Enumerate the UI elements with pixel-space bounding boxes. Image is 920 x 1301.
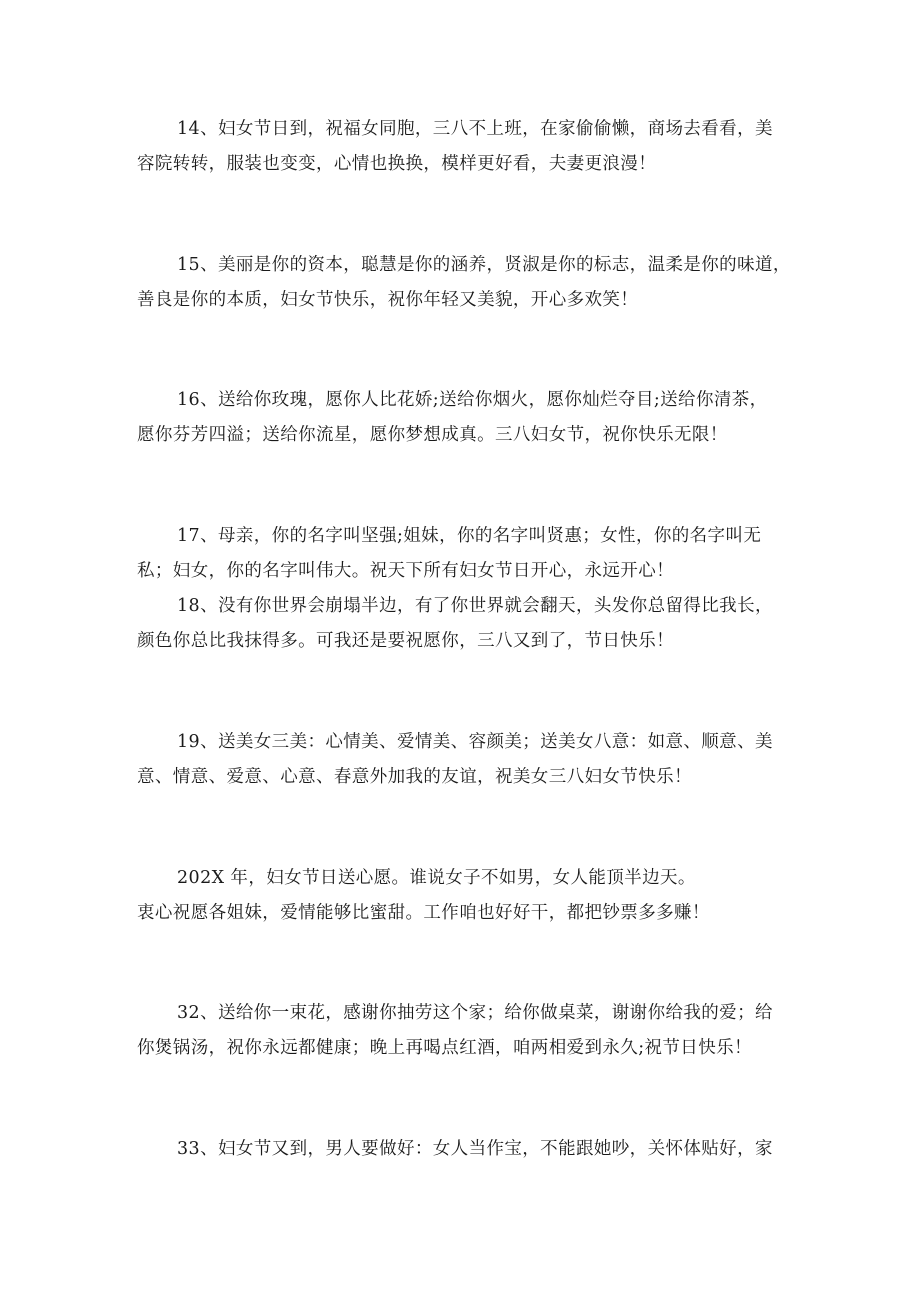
paragraph-line: 32、送给你一束花，感谢你抽劳这个家；给你做桌菜，谢谢你给我的爱；给 xyxy=(177,1003,773,1023)
paragraph-19 xyxy=(137,725,789,795)
paragraph-line: 善良是你的本质，妇女节快乐，祝你年轻又美貌，开心多欢笑！ xyxy=(137,290,639,310)
paragraph-14 xyxy=(137,112,789,182)
paragraph-line: 19、送美女三美：心情美、爱情美、容颜美；送美女八意：如意、顺意、美 xyxy=(177,732,773,752)
paragraph-line: 18、没有你世界会崩塌半边，有了你世界就会翻天，头发你总留得比我长， xyxy=(177,596,773,616)
paragraph-32 xyxy=(137,996,789,1066)
paragraph-line: 容院转转，服装也变变，心情也换换，模样更好看，夫妻更浪漫！ xyxy=(137,154,657,174)
paragraph-line: 愿你芬芳四溢；送给你流星，愿你梦想成真。三八妇女节，祝你快乐无限！ xyxy=(137,425,728,445)
paragraph-16 xyxy=(137,383,789,453)
paragraph-line: 16、送给你玫瑰，愿你人比花娇;送给你烟火，愿你灿烂夺目;送给你清茶， xyxy=(177,390,768,410)
paragraph-202x xyxy=(137,861,789,931)
paragraph-line: 17、母亲，你的名字叫坚强;姐妹，你的名字叫贤惠；女性，你的名字叫无 xyxy=(177,526,762,546)
paragraph-line: 15、美丽是你的资本，聪慧是你的涵养，贤淑是你的标志，温柔是你的味道， xyxy=(177,255,791,275)
paragraph-17 xyxy=(137,519,789,589)
paragraph-line: 私；妇女，你的名字叫伟大。祝天下所有妇女节日开心，永远开心！ xyxy=(137,561,674,581)
paragraph-line: 意、情意、爱意、心意、春意外加我的友谊，祝美女三八妇女节快乐！ xyxy=(137,767,692,787)
paragraph-18 xyxy=(137,589,789,659)
paragraph-line: 颜色你总比我抹得多。可我还是要祝愿你，三八又到了，节日快乐！ xyxy=(137,631,674,651)
paragraph-line: 202X 年，妇女节日送心愿。谁说女子不如男，女人能顶半边天。 xyxy=(177,868,696,888)
paragraph-line: 你煲锅汤，祝你永远都健康；晚上再喝点红酒，咱两相爱到永久;祝节日快乐！ xyxy=(137,1038,752,1058)
paragraph-15 xyxy=(137,248,789,318)
paragraph-line: 衷心祝愿各姐妹，爱情能够比蜜甜。工作咱也好好干，都把钞票多多赚！ xyxy=(137,903,710,923)
paragraph-33 xyxy=(137,1132,789,1167)
paragraph-line: 14、妇女节日到，祝福女同胞，三八不上班，在家偷偷懒，商场去看看，美 xyxy=(177,119,773,139)
paragraph-line: 33、妇女节又到，男人要做好：女人当作宝，不能跟她吵，关怀体贴好，家 xyxy=(177,1139,773,1159)
